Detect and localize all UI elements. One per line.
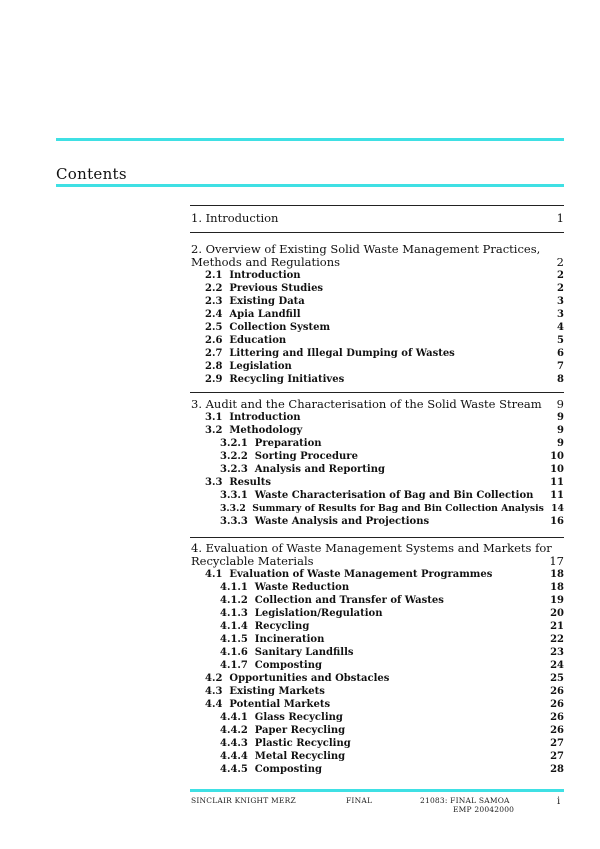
footer-status: FINAL: [346, 796, 373, 805]
toc-heading-title: Recyclable Materials: [191, 554, 314, 568]
toc-entry-title: 2.5 Collection System: [205, 322, 331, 333]
toc-entry[interactable]: [191, 489, 564, 502]
toc-page-number: 17: [549, 554, 564, 568]
toc-entry[interactable]: [191, 282, 564, 295]
toc-page-number: 27: [550, 751, 564, 762]
toc-entry-title: 2.6 Education: [205, 335, 287, 346]
toc-page-number: 10: [550, 451, 564, 462]
toc-entry-title: 3.2.1 Preparation: [220, 438, 322, 449]
toc-entry[interactable]: [191, 607, 564, 620]
toc-heading[interactable]: [191, 211, 564, 226]
toc-entry[interactable]: [191, 411, 564, 424]
toc-page-number: 26: [550, 699, 564, 710]
toc-page-number: 4: [557, 322, 564, 333]
footer-doc-ref-line2: EMP 20042000: [453, 805, 515, 814]
header-rule: [56, 138, 564, 141]
toc-page-number: 14: [551, 503, 564, 514]
toc-entry[interactable]: [191, 711, 564, 724]
footer-rule: [190, 789, 564, 792]
toc-entry[interactable]: [191, 633, 564, 646]
toc-entry-title: 2.7 Littering and Illegal Dumping of Wastes: [205, 348, 455, 359]
toc-entry[interactable]: [191, 424, 564, 437]
toc-page-number: 19: [550, 595, 564, 606]
toc-entry-title: 4.4.1 Glass Recycling: [220, 712, 343, 723]
footer-doc-ref: 21083: FINAL SAMOA: [420, 796, 510, 805]
toc-page-number: 25: [550, 673, 564, 684]
toc-page-number: 26: [550, 686, 564, 697]
toc-page-number: 3: [557, 296, 564, 307]
toc-entry-title: 4.4 Potential Markets: [205, 699, 331, 710]
toc-page-number: 21: [550, 621, 564, 632]
toc-entry-title: 2.3 Existing Data: [205, 296, 305, 307]
toc-entry[interactable]: [191, 515, 564, 528]
toc-entry[interactable]: [191, 334, 564, 347]
toc-entry[interactable]: [191, 269, 564, 282]
toc-entry-title: 3.2.3 Analysis and Reporting: [220, 464, 385, 475]
toc-entry[interactable]: [191, 360, 564, 373]
toc-heading-title: Methods and Regulations: [191, 255, 341, 269]
toc-entry-title: 2.8 Legislation: [205, 361, 292, 372]
toc-entry-title: 4.3 Existing Markets: [205, 686, 325, 697]
toc-entry-title: 4.1.2 Collection and Transfer of Wastes: [220, 595, 444, 606]
toc-entry[interactable]: [191, 685, 564, 698]
toc-page-number: 7: [557, 361, 564, 372]
toc-entry[interactable]: [191, 295, 564, 308]
toc-entry[interactable]: [191, 620, 564, 633]
toc-entry[interactable]: [191, 568, 564, 581]
toc-page-number: 5: [557, 335, 564, 346]
toc-page-number: 2: [556, 255, 564, 269]
toc-entry[interactable]: [191, 463, 564, 476]
toc-entry[interactable]: [191, 347, 564, 360]
toc-entry[interactable]: [191, 502, 564, 515]
toc-entry-title: 4.4.4 Metal Recycling: [220, 751, 346, 762]
toc-entry-title: 3.2 Methodology: [205, 425, 303, 436]
toc-page-number: 3: [557, 309, 564, 320]
toc-entry-title: 3.3.3 Waste Analysis and Projections: [220, 516, 430, 527]
toc-entry-title: 4.4.3 Plastic Recycling: [220, 738, 351, 749]
toc-entry-title: 3.3.1 Waste Characterisation of Bag and Bin Collection: [220, 490, 534, 501]
toc-heading-title: 3. Audit and the Characterisation of the Solid Waste Stream: [191, 397, 542, 411]
toc-page-number: 27: [550, 738, 564, 749]
toc-entry-title: 4.1.7 Composting: [220, 660, 322, 671]
toc-page-number: 9: [556, 397, 564, 411]
toc-entry-title: 4.4.5 Composting: [220, 764, 322, 775]
toc-section-4: [191, 542, 564, 776]
toc-heading-title: 2. Overview of Existing Solid Waste Management Practices,: [191, 242, 541, 256]
toc-entry-title: 2.4 Apia Landfill: [205, 309, 301, 320]
toc-page-number: 11: [550, 477, 564, 488]
toc-entry-title: 4.1.5 Incineration: [220, 634, 325, 645]
toc-section-2: [191, 243, 564, 386]
section-divider: [190, 205, 564, 206]
toc-entry-title: 3.2.2 Sorting Procedure: [220, 451, 358, 462]
toc-page-number: 24: [550, 660, 564, 671]
toc-entry[interactable]: [191, 763, 564, 776]
toc-entry[interactable]: [191, 308, 564, 321]
footer-company: SINCLAIR KNIGHT MERZ: [191, 796, 296, 805]
toc-page-number: 20: [550, 608, 564, 619]
toc-page-number: 22: [550, 634, 564, 645]
toc-entry[interactable]: [191, 581, 564, 594]
section-divider: [190, 232, 564, 233]
toc-page-number: 2: [557, 270, 564, 281]
toc-section-1: [191, 211, 564, 226]
toc-entry[interactable]: [191, 672, 564, 685]
toc-page-number: 6: [557, 348, 564, 359]
toc-page-number: 9: [557, 412, 564, 423]
toc-page-number: 8: [557, 374, 564, 385]
toc-page-number: 18: [550, 582, 564, 593]
toc-entry[interactable]: [191, 737, 564, 750]
page-title: Contents: [56, 165, 127, 183]
toc-entry[interactable]: [191, 321, 564, 334]
toc-page-number: 9: [557, 438, 564, 449]
toc-entry[interactable]: [191, 646, 564, 659]
toc-entry[interactable]: [191, 373, 564, 386]
footer-page-number: i: [557, 796, 561, 807]
toc-heading[interactable]: [191, 256, 564, 269]
toc-heading[interactable]: [191, 398, 564, 411]
toc-heading[interactable]: [191, 555, 564, 568]
toc-entry-title: 2.2 Previous Studies: [205, 283, 324, 294]
toc-page-number: 28: [550, 764, 564, 775]
toc-entry-title: 3.3.2 Summary of Results for Bag and Bin Collection Analysis: [220, 503, 544, 514]
toc-entry[interactable]: [191, 437, 564, 450]
toc-entry-title: 3.1 Introduction: [205, 412, 301, 423]
toc-entry-title: 4.4.2 Paper Recycling: [220, 725, 346, 736]
toc-entry[interactable]: [191, 594, 564, 607]
toc-entry[interactable]: [191, 476, 564, 489]
toc-heading-title: 1. Introduction: [191, 211, 279, 225]
toc-page-number: 26: [550, 712, 564, 723]
section-divider: [190, 537, 564, 538]
section-divider: [190, 392, 564, 393]
toc-section-3: [191, 398, 564, 528]
toc-entry[interactable]: [191, 450, 564, 463]
toc-entry[interactable]: [191, 750, 564, 763]
toc-page-number: 23: [550, 647, 564, 658]
toc-entry-title: 2.9 Recycling Initiatives: [205, 374, 345, 385]
toc-entry-title: 4.1.6 Sanitary Landfills: [220, 647, 354, 658]
toc-entry[interactable]: [191, 659, 564, 672]
toc-entry-title: 2.1 Introduction: [205, 270, 301, 281]
toc-entry-title: 4.1.4 Recycling: [220, 621, 310, 632]
toc-page-number: 2: [557, 283, 564, 294]
toc-entry[interactable]: [191, 698, 564, 711]
toc-page-number: 10: [550, 464, 564, 475]
toc-page-number: 11: [550, 490, 564, 501]
toc-page-number: 9: [557, 425, 564, 436]
toc-entry-title: 4.1.3 Legislation/Regulation: [220, 608, 383, 619]
toc-entry[interactable]: [191, 724, 564, 737]
title-underline-rule: [56, 184, 564, 187]
toc-entry-title: 4.1.1 Waste Reduction: [220, 582, 350, 593]
toc-page-number: 1: [556, 211, 564, 225]
toc-page-number: 18: [550, 569, 564, 580]
toc-page-number: 26: [550, 725, 564, 736]
toc-entry-title: 3.3 Results: [205, 477, 271, 488]
toc-entry-title: 4.2 Opportunities and Obstacles: [205, 673, 390, 684]
toc-entry-title: 4.1 Evaluation of Waste Management Programmes: [205, 569, 493, 580]
toc-heading-title: 4. Evaluation of Waste Management Systems and Markets for: [191, 541, 552, 555]
toc-page-number: 16: [550, 516, 564, 527]
